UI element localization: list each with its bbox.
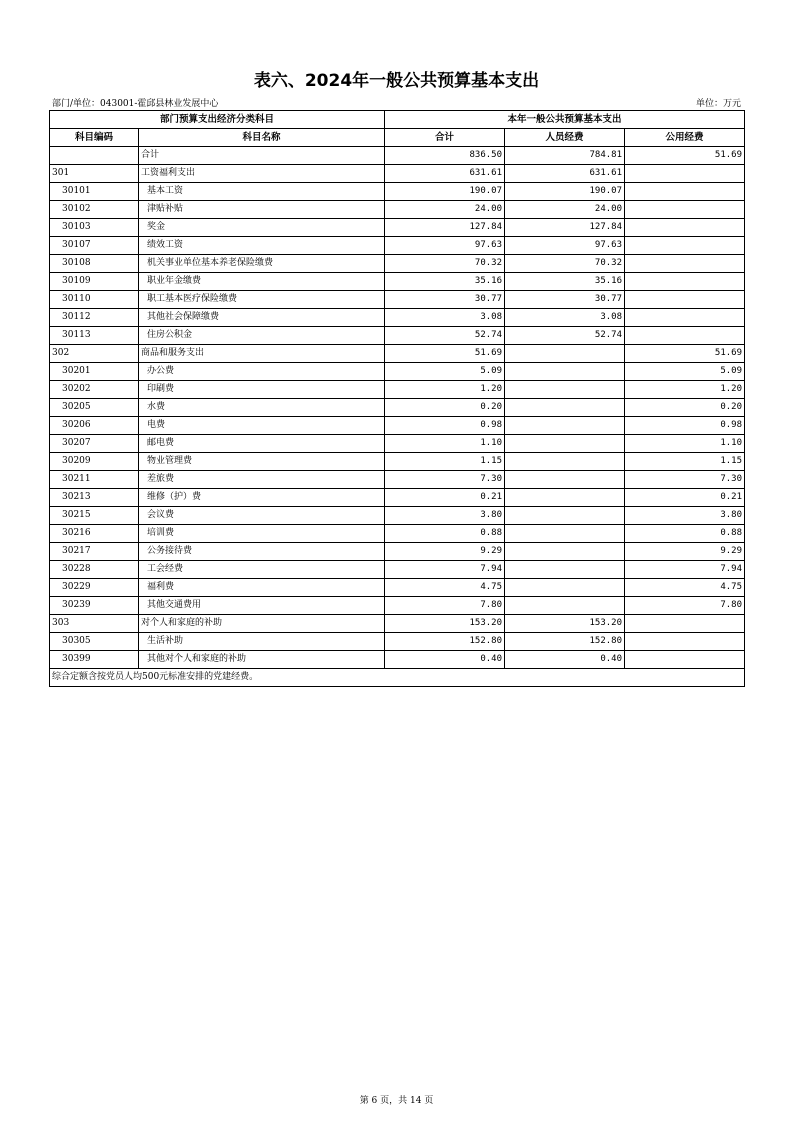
- row-total: 0.21: [385, 489, 505, 507]
- row-public: 0.21: [625, 489, 745, 507]
- group-header-expenditure: 本年一般公共预算基本支出: [385, 111, 745, 129]
- table-row: [50, 453, 745, 471]
- row-total: 9.29: [385, 543, 505, 561]
- row-personnel: [505, 435, 625, 453]
- row-code: 30109: [50, 273, 139, 291]
- table-row: [50, 417, 745, 435]
- row-total: 7.94: [385, 561, 505, 579]
- row-code: 30239: [50, 597, 139, 615]
- page-title: 表六、2024年一般公共预算基本支出: [253, 71, 540, 91]
- table-row: [50, 183, 745, 201]
- row-total: 0.40: [385, 651, 505, 669]
- row-name: 福利费: [139, 579, 385, 597]
- table-row: [50, 597, 745, 615]
- row-personnel: 153.20: [505, 615, 625, 633]
- table-row: [50, 507, 745, 525]
- table-row: [50, 525, 745, 543]
- row-code: 303: [50, 615, 139, 633]
- row-code: 30229: [50, 579, 139, 597]
- budget-table: [49, 110, 745, 687]
- row-name: 电费: [139, 417, 385, 435]
- row-code: 30108: [50, 255, 139, 273]
- table-row: [50, 435, 745, 453]
- row-code: 30213: [50, 489, 139, 507]
- table-group-header-row: [50, 111, 745, 129]
- row-total: 190.07: [385, 183, 505, 201]
- column-header-name: 科目名称: [139, 129, 385, 147]
- row-name: 维修（护）费: [139, 489, 385, 507]
- row-name: 印刷费: [139, 381, 385, 399]
- row-code: 30205: [50, 399, 139, 417]
- row-public: [625, 327, 745, 345]
- page-footer: 第 6 页，共 14 页: [359, 1096, 434, 1106]
- row-name: 生活补助: [139, 633, 385, 651]
- row-total: 1.10: [385, 435, 505, 453]
- row-public: [625, 291, 745, 309]
- row-name: 培训费: [139, 525, 385, 543]
- row-personnel: 97.63: [505, 237, 625, 255]
- row-total: 631.61: [385, 165, 505, 183]
- row-name: 职业年金缴费: [139, 273, 385, 291]
- row-code: 30206: [50, 417, 139, 435]
- table-row: [50, 363, 745, 381]
- row-public: 5.09: [625, 363, 745, 381]
- row-total: 0.98: [385, 417, 505, 435]
- table-row: [50, 399, 745, 417]
- row-personnel: [505, 597, 625, 615]
- row-public: 3.80: [625, 507, 745, 525]
- table-row: [50, 147, 745, 165]
- row-personnel: [505, 345, 625, 363]
- table-row: [50, 345, 745, 363]
- row-personnel: [505, 453, 625, 471]
- row-name: 工资福利支出: [139, 165, 385, 183]
- table-note: 综合定额含按党员人均500元标准安排的党建经费。: [50, 669, 745, 687]
- row-total: 0.20: [385, 399, 505, 417]
- row-total: 70.32: [385, 255, 505, 273]
- row-personnel: 784.81: [505, 147, 625, 165]
- row-public: 1.20: [625, 381, 745, 399]
- row-name: 对个人和家庭的补助: [139, 615, 385, 633]
- row-public: 1.10: [625, 435, 745, 453]
- row-public: 51.69: [625, 345, 745, 363]
- table-row: [50, 255, 745, 273]
- table-row: [50, 201, 745, 219]
- row-name: 其他对个人和家庭的补助: [139, 651, 385, 669]
- row-name: 其他社会保障缴费: [139, 309, 385, 327]
- row-name: 职工基本医疗保险缴费: [139, 291, 385, 309]
- row-total: 24.00: [385, 201, 505, 219]
- table-row: [50, 633, 745, 651]
- row-public: [625, 633, 745, 651]
- row-personnel: [505, 381, 625, 399]
- row-code: 30399: [50, 651, 139, 669]
- row-public: [625, 615, 745, 633]
- row-personnel: [505, 543, 625, 561]
- row-name: 差旅费: [139, 471, 385, 489]
- row-name: 水费: [139, 399, 385, 417]
- row-name: 其他交通费用: [139, 597, 385, 615]
- row-code: 30110: [50, 291, 139, 309]
- row-total: 5.09: [385, 363, 505, 381]
- row-total: 97.63: [385, 237, 505, 255]
- table-row: [50, 327, 745, 345]
- row-personnel: 24.00: [505, 201, 625, 219]
- row-public: 0.98: [625, 417, 745, 435]
- row-public: 7.30: [625, 471, 745, 489]
- row-code: 30102: [50, 201, 139, 219]
- row-public: 7.80: [625, 597, 745, 615]
- group-header-classification: 部门预算支出经济分类科目: [50, 111, 385, 129]
- row-code: 30202: [50, 381, 139, 399]
- row-public: [625, 273, 745, 291]
- row-public: [625, 165, 745, 183]
- row-name: 办公费: [139, 363, 385, 381]
- row-personnel: [505, 525, 625, 543]
- row-total: 0.88: [385, 525, 505, 543]
- table-row: [50, 543, 745, 561]
- row-personnel: 190.07: [505, 183, 625, 201]
- row-personnel: [505, 507, 625, 525]
- row-total: 30.77: [385, 291, 505, 309]
- row-name: 物业管理费: [139, 453, 385, 471]
- row-personnel: 152.80: [505, 633, 625, 651]
- row-total: 35.16: [385, 273, 505, 291]
- row-total: 4.75: [385, 579, 505, 597]
- table-row: [50, 291, 745, 309]
- table-row: [50, 273, 745, 291]
- row-code: 30112: [50, 309, 139, 327]
- row-personnel: 631.61: [505, 165, 625, 183]
- row-total: 1.15: [385, 453, 505, 471]
- row-name: 合计: [139, 147, 385, 165]
- row-public: 7.94: [625, 561, 745, 579]
- row-personnel: [505, 471, 625, 489]
- row-code: 302: [50, 345, 139, 363]
- row-public: 1.15: [625, 453, 745, 471]
- table-row: [50, 579, 745, 597]
- row-personnel: [505, 363, 625, 381]
- row-name: 工会经费: [139, 561, 385, 579]
- row-name: 机关事业单位基本养老保险缴费: [139, 255, 385, 273]
- row-total: 3.08: [385, 309, 505, 327]
- row-code: 30107: [50, 237, 139, 255]
- row-personnel: [505, 399, 625, 417]
- row-personnel: 70.32: [505, 255, 625, 273]
- row-personnel: [505, 417, 625, 435]
- column-header-total: 合计: [385, 129, 505, 147]
- row-public: 51.69: [625, 147, 745, 165]
- column-header-personnel: 人员经费: [505, 129, 625, 147]
- row-name: 会议费: [139, 507, 385, 525]
- row-code: 301: [50, 165, 139, 183]
- row-code: 30305: [50, 633, 139, 651]
- row-code: 30113: [50, 327, 139, 345]
- row-name: 奖金: [139, 219, 385, 237]
- row-code: 30215: [50, 507, 139, 525]
- row-personnel: 127.84: [505, 219, 625, 237]
- row-name: 基本工资: [139, 183, 385, 201]
- row-total: 152.80: [385, 633, 505, 651]
- table-row: [50, 237, 745, 255]
- row-name: 津贴补贴: [139, 201, 385, 219]
- table-row: [50, 471, 745, 489]
- table-row: [50, 489, 745, 507]
- row-public: [625, 651, 745, 669]
- row-personnel: 30.77: [505, 291, 625, 309]
- row-public: 0.20: [625, 399, 745, 417]
- row-code: 30101: [50, 183, 139, 201]
- row-personnel: 52.74: [505, 327, 625, 345]
- row-public: 0.88: [625, 525, 745, 543]
- row-code: 30209: [50, 453, 139, 471]
- row-personnel: 35.16: [505, 273, 625, 291]
- table-row: [50, 165, 745, 183]
- row-public: 9.29: [625, 543, 745, 561]
- row-personnel: 3.08: [505, 309, 625, 327]
- row-code: 30228: [50, 561, 139, 579]
- row-code: 30201: [50, 363, 139, 381]
- row-total: 7.30: [385, 471, 505, 489]
- row-personnel: [505, 489, 625, 507]
- table-body: [50, 147, 745, 669]
- table-row: [50, 615, 745, 633]
- row-code: [50, 147, 139, 165]
- row-public: 4.75: [625, 579, 745, 597]
- row-personnel: 0.40: [505, 651, 625, 669]
- row-name: 住房公积金: [139, 327, 385, 345]
- row-total: 1.20: [385, 381, 505, 399]
- row-code: 30216: [50, 525, 139, 543]
- row-code: 30103: [50, 219, 139, 237]
- row-name: 公务接待费: [139, 543, 385, 561]
- row-total: 52.74: [385, 327, 505, 345]
- row-name: 邮电费: [139, 435, 385, 453]
- row-public: [625, 255, 745, 273]
- table-row: [50, 219, 745, 237]
- row-name: 商品和服务支出: [139, 345, 385, 363]
- row-public: [625, 219, 745, 237]
- note-row: [50, 669, 745, 687]
- row-personnel: [505, 579, 625, 597]
- table-row: [50, 651, 745, 669]
- row-total: 127.84: [385, 219, 505, 237]
- row-total: 153.20: [385, 615, 505, 633]
- row-code: 30207: [50, 435, 139, 453]
- column-header-public: 公用经费: [625, 129, 745, 147]
- row-public: [625, 183, 745, 201]
- row-public: [625, 201, 745, 219]
- row-total: 51.69: [385, 345, 505, 363]
- unit-label: 单位：万元: [695, 99, 741, 109]
- row-total: 3.80: [385, 507, 505, 525]
- table-row: [50, 561, 745, 579]
- table-row: [50, 309, 745, 327]
- row-total: 836.50: [385, 147, 505, 165]
- column-header-code: 科目编码: [50, 129, 139, 147]
- table-column-header-row: [50, 129, 745, 147]
- row-personnel: [505, 561, 625, 579]
- row-code: 30211: [50, 471, 139, 489]
- row-public: [625, 309, 745, 327]
- row-code: 30217: [50, 543, 139, 561]
- table-row: [50, 381, 745, 399]
- row-total: 7.80: [385, 597, 505, 615]
- row-public: [625, 237, 745, 255]
- row-name: 绩效工资: [139, 237, 385, 255]
- department-label: 部门/单位：043001-霍邱县林业发展中心: [52, 99, 219, 109]
